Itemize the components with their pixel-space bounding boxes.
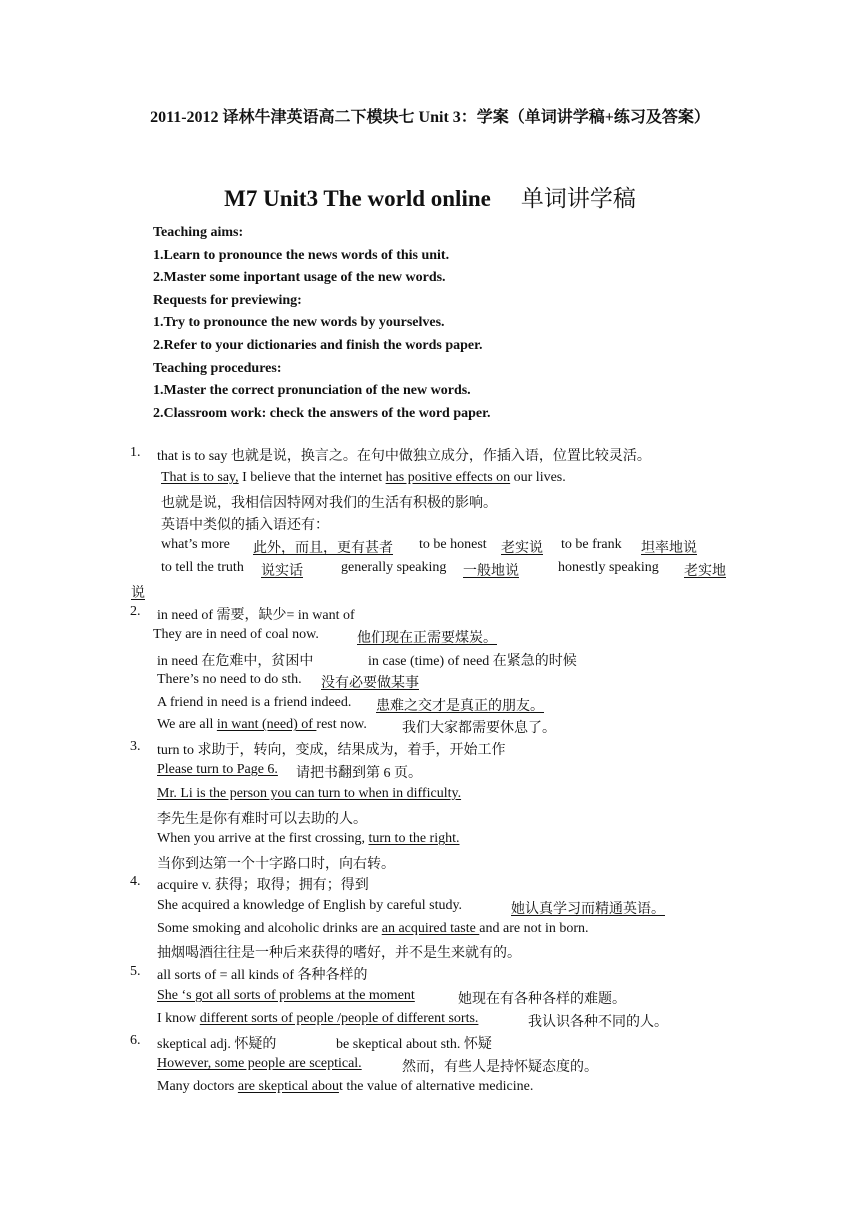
- example-sentence: [157, 786, 461, 802]
- underlined-phrase: 她认真学习而精通英语。: [511, 902, 665, 917]
- underlined-phrase: has positive effects on: [385, 470, 511, 485]
- sentence-text: Some smoking and alcoholic drinks are: [157, 921, 382, 936]
- phrase: in need 在危难中，贫困中: [157, 654, 314, 669]
- item-number: 1.: [130, 445, 141, 460]
- phrase: honestly speaking: [558, 560, 659, 575]
- phrase: to be frank: [561, 537, 622, 552]
- translation: 请把书翻到第 6 页。: [296, 766, 422, 781]
- phrase: generally speaking: [341, 560, 447, 575]
- example-sentence: [157, 988, 415, 1004]
- item-heading: be skeptical about sth. 怀疑: [336, 1037, 492, 1052]
- example-sentence: [157, 762, 278, 778]
- underlined-phrase: 说实话: [261, 564, 303, 579]
- item-number: 5.: [130, 964, 141, 979]
- underlined-phrase: However, some people are sceptical.: [157, 1056, 362, 1071]
- example-sentence: A friend in need is a friend indeed.: [157, 695, 352, 710]
- item-heading: skeptical adj. 怀疑的: [157, 1037, 277, 1052]
- translation: 我们大家都需要休息了。: [402, 721, 556, 736]
- sentence-text: We are all: [157, 717, 217, 732]
- aims-line: Teaching aims:: [153, 225, 244, 240]
- translation: 她现在有各种各样的难题。: [458, 992, 626, 1007]
- teaching-aims: [153, 222, 491, 425]
- phrase-translation: [684, 560, 726, 580]
- item-number: 2.: [130, 604, 141, 619]
- example-sentence: There’s no need to do sth.: [157, 672, 302, 687]
- translation: 抽烟喝酒往往是一种后来获得的嗜好，并不是生来就有的。: [157, 946, 521, 961]
- item-heading: turn to 求助于，转向，变成，结果成为，着手，开始工作: [157, 743, 506, 758]
- underlined-phrase: turn to the right.: [368, 831, 460, 846]
- example-sentence: [157, 1056, 362, 1072]
- phrase-translation: [501, 537, 543, 557]
- aims-line: Requests for previewing:: [153, 292, 302, 308]
- phrase: to tell the truth: [161, 560, 244, 575]
- item-heading: acquire v. 获得；取得；拥有；得到: [157, 878, 369, 893]
- underlined-phrase: That is to say,: [161, 470, 239, 485]
- example-sentence: They are in need of coal now.: [153, 627, 319, 642]
- item-number: 3.: [130, 739, 141, 754]
- underlined-phrase: different sorts of people /people of different sorts.: [199, 1011, 479, 1026]
- aims-line: 2.Master some inportant usage of the new words.: [153, 270, 446, 286]
- underlined-phrase: 老实地: [684, 564, 726, 579]
- example-sentence: [157, 831, 460, 847]
- page-title-cn: 单词讲学稿: [520, 186, 636, 211]
- aims-line: 1.Master the correct pronunciation of the new words.: [153, 383, 471, 399]
- aims-line: 1.Learn to pronounce the news words of this unit.: [153, 247, 450, 263]
- sentence-text: Many doctors: [157, 1079, 238, 1094]
- page-title: [0, 180, 860, 213]
- phrase-translation: [463, 560, 519, 580]
- example-sentence: [157, 1011, 478, 1027]
- phrase: in case (time) of need 在紧急的时候: [368, 654, 577, 669]
- underlined-phrase: She ‘s got all sorts of problems at the moment: [157, 988, 415, 1003]
- phrase: what’s more: [161, 537, 230, 552]
- phrase-translation: [261, 560, 303, 580]
- aims-line: 2.Classroom work: check the answers of the word paper.: [153, 405, 491, 421]
- translation: 我认识各种不同的人。: [528, 1015, 668, 1030]
- item-heading: that is to say 也就是说，换言之。在句中做独立成分，作插入语，位置比较灵活。: [157, 449, 651, 464]
- item-number: 4.: [130, 874, 141, 889]
- phrase: to be honest: [419, 537, 487, 552]
- translation: 李先生是你有难时可以去助的人。: [157, 812, 367, 827]
- item-heading: all sorts of = all kinds of 各种各样的: [157, 968, 368, 983]
- translation: [376, 695, 544, 715]
- example-sentence: [161, 470, 566, 486]
- item-heading: in need of 需要，缺少= in want of: [157, 608, 355, 623]
- translation: 也就是说，我相信因特网对我们的生活有积极的影响。: [161, 496, 497, 511]
- underlined-phrase: 一般地说: [463, 564, 519, 579]
- underlined-phrase: an acquired taste: [381, 921, 480, 936]
- example-sentence: [157, 921, 589, 937]
- aims-line: 2.Refer to your dictionaries and finish the words paper.: [153, 337, 483, 353]
- underlined-phrase: 患难之交才是真正的朋友。: [376, 699, 544, 714]
- example-sentence: [157, 717, 367, 733]
- example-sentence: She acquired a knowledge of English by careful study.: [157, 898, 463, 913]
- sentence-text: I believe that the internet: [238, 470, 386, 485]
- sentence-text: rest now.: [316, 717, 367, 732]
- translation: 然而，有些人是持怀疑态度的。: [402, 1060, 598, 1075]
- underlined-phrase: 此外，而且，更有甚者: [253, 541, 393, 556]
- translation: [511, 898, 665, 918]
- sentence-text: I know: [157, 1011, 200, 1026]
- document-header: 2011-2012 译林牛津英语高二下模块七 Unit 3：学案（单词讲学稿+练习及答案）: [150, 109, 710, 126]
- underlined-phrase: are skeptical abou: [237, 1079, 339, 1094]
- sentence-text: our lives.: [510, 470, 566, 485]
- page-title-en: M7 Unit3 The world online: [224, 186, 491, 211]
- translation: [321, 672, 419, 692]
- phrase-translation: [253, 537, 393, 557]
- aims-line: 1.Try to pronounce the new words by yourselves.: [153, 315, 445, 331]
- item-number: 6.: [130, 1033, 141, 1048]
- underlined-phrase: in want (need) of: [216, 717, 317, 732]
- sentence-text: When you arrive at the first crossing,: [157, 831, 369, 846]
- sentence-text: and are not in born.: [479, 921, 589, 936]
- underlined-phrase: 说: [131, 586, 145, 601]
- phrase-translation: [641, 537, 697, 557]
- example-sentence: [157, 1079, 533, 1095]
- underlined-phrase: Mr. Li is the person you can turn to when in difficulty.: [157, 786, 462, 801]
- translation: [357, 627, 497, 647]
- sentence-text: t the value of alternative medicine.: [338, 1079, 534, 1094]
- underlined-phrase: 老实说: [501, 541, 543, 556]
- phrase-translation-wrap: [131, 582, 145, 602]
- note: 英语中类似的插入语还有：: [161, 518, 329, 533]
- underlined-phrase: 坦率地说: [641, 541, 697, 556]
- translation: 当你到达第一个十字路口时，向右转。: [157, 857, 395, 872]
- aims-line: Teaching procedures:: [153, 360, 282, 376]
- underlined-phrase: 他们现在正需要煤炭。: [357, 631, 497, 646]
- underlined-phrase: Please turn to Page 6.: [157, 762, 278, 777]
- underlined-phrase: 没有必要做某事: [321, 676, 419, 691]
